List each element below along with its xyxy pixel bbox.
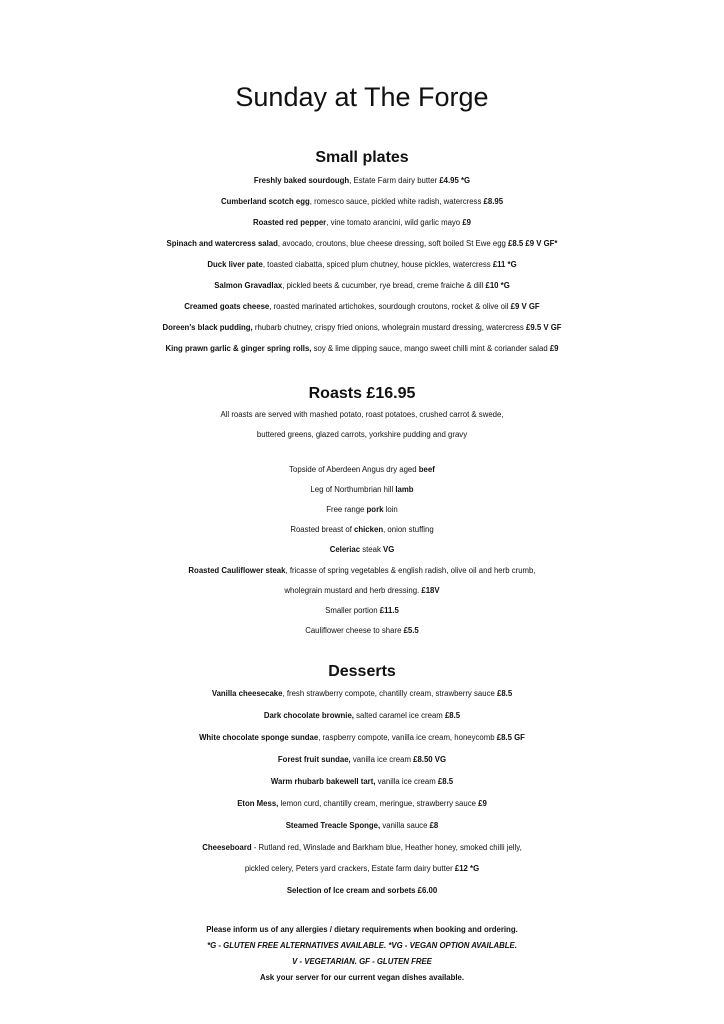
roast-item <box>0 500 724 520</box>
item-name: Vanilla cheesecake <box>211 689 283 698</box>
item-desc: , fresh strawberry compote, chantilly cream, strawberry sauce <box>282 689 497 698</box>
item-price: £4.95 *G <box>439 176 471 185</box>
roast-item <box>0 480 724 500</box>
item-desc: soy & lime dipping sauce, mango sweet chilli mint & coriander salad <box>311 344 550 353</box>
menu-item <box>0 339 724 359</box>
item-desc: , romesco sauce, pickled white radish, watercress <box>309 197 484 206</box>
menu-item <box>0 794 724 814</box>
allergy-note: Please inform us of any allergies / dietary requirements when booking and ordering. <box>206 925 518 934</box>
item-name: King prawn garlic & ginger spring rolls, <box>165 344 312 353</box>
item-desc: , vine tomato arancini, wild garlic mayo <box>326 218 463 227</box>
item-desc: Roasted breast of <box>290 525 355 534</box>
menu-item <box>0 171 724 191</box>
item-name: Roasted red pepper <box>253 218 327 227</box>
item-price: £8.5 <box>496 689 513 698</box>
roast-item-cont <box>0 581 724 601</box>
item-name: Doreen's black pudding, <box>162 323 253 332</box>
menu-item <box>0 213 724 233</box>
item-desc: Leg of Northumbrian hill <box>310 485 396 494</box>
item-name: Dark chocolate brownie, <box>263 711 354 720</box>
roast-item <box>0 561 724 581</box>
roast-item <box>0 460 724 480</box>
item-desc: , pickled beets & cucumber, rye bread, creme fraiche & dill <box>282 281 486 290</box>
item-desc: steak <box>360 545 384 554</box>
item-desc: , onion stuffing <box>383 525 434 534</box>
item-name: Salmon Gravadlax <box>214 281 283 290</box>
menu-item-cont <box>0 859 724 879</box>
small-plates-heading: Small plates <box>315 149 409 166</box>
item-name: Duck liver pate <box>207 260 263 269</box>
roast-item <box>0 601 724 621</box>
item-name: Celeriac <box>329 545 361 554</box>
item-price: £9 <box>478 799 487 808</box>
item-desc: rhubarb chutney, crispy fried onions, wholegrain mustard dressing, watercress <box>252 323 526 332</box>
item-name: Creamed goats cheese <box>184 302 270 311</box>
menu-item <box>0 192 724 212</box>
menu-title: Sunday at The Forge <box>235 82 489 112</box>
item-price: £5.5 <box>403 626 419 635</box>
item-desc: lemon curd, chantilly cream, meringue, strawberry sauce <box>278 799 479 808</box>
desserts-heading: Desserts <box>328 663 396 680</box>
vegan-note: Ask your server for our current vegan dishes available. <box>259 973 465 982</box>
item-desc: , raspberry compote, vanilla ice cream, honeycomb <box>318 733 497 742</box>
item-name: chicken <box>354 525 384 534</box>
item-name: Eton Mess, <box>237 799 279 808</box>
menu-item <box>0 728 724 748</box>
item-price: £9 <box>462 218 471 227</box>
dietary-key: V - VEGETARIAN. GF - GLUTEN FREE <box>292 957 432 966</box>
item-desc: , fricasse of spring vegetables & english radish, olive oil and herb crumb, <box>285 566 536 575</box>
menu-item <box>0 772 724 792</box>
roast-item <box>0 520 724 540</box>
menu-item <box>0 750 724 770</box>
item-name: White chocolate sponge sundae <box>199 733 319 742</box>
item-price: £9 <box>549 344 559 353</box>
item-price: £8.5 <box>437 777 454 786</box>
item-name: pork <box>366 505 384 514</box>
item-desc: loin <box>383 505 398 514</box>
item-desc: , toasted ciabatta, spiced plum chutney, house pickles, watercress <box>262 260 493 269</box>
item-name: Roasted Cauliflower steak <box>188 566 286 575</box>
roast-item <box>0 540 724 560</box>
roasts-intro: All roasts are served with mashed potato, roast potatoes, crushed carrot & swede, <box>220 410 504 419</box>
item-price: £8 <box>429 821 439 830</box>
item-desc: , roasted marinated artichokes, sourdough croutons, rocket & olive oil <box>269 302 511 311</box>
item-price: £8.5 GF <box>496 733 525 742</box>
item-name: Cumberland scotch egg <box>220 197 310 206</box>
item-price: £12 *G <box>454 864 480 873</box>
item-price: £9.5 V GF <box>526 323 562 332</box>
item-desc: vanilla ice cream <box>375 777 438 786</box>
item-price: £11.5 <box>379 606 399 615</box>
item-desc: vanilla sauce <box>380 821 430 830</box>
menu-item <box>0 838 724 858</box>
item-desc: pickled celery, Peters yard crackers, Estate farm dairy butter <box>244 864 455 873</box>
dietary-key: *G - GLUTEN FREE ALTERNATIVES AVAILABLE. *VG - VEGAN OPTION AVAILABLE. <box>207 941 517 950</box>
menu-item <box>0 276 724 296</box>
menu-item <box>0 297 724 317</box>
item-price: £11 *G <box>492 260 517 269</box>
roasts-intro: buttered greens, glazed carrots, yorkshire pudding and gravy <box>256 430 468 439</box>
item-price: £9 V GF <box>510 302 540 311</box>
item-desc: Smaller portion <box>325 606 380 615</box>
menu-item <box>0 234 724 254</box>
item-name: beef <box>418 465 435 474</box>
roasts-heading: Roasts £16.95 <box>308 385 416 402</box>
item-desc: Free range <box>326 505 367 514</box>
item-name: Cheeseboard <box>202 843 252 852</box>
item-name: Freshly baked sourdough <box>253 176 350 185</box>
item-desc: vanilla ice cream <box>350 755 414 764</box>
menu-item <box>0 706 724 726</box>
item-desc: Topside of Aberdeen Angus dry aged <box>289 465 419 474</box>
item-price: £8.5 <box>444 711 461 720</box>
item-price: £18V <box>421 586 440 595</box>
menu-item <box>0 255 724 275</box>
item-name: Warm rhubarb bakewell tart, <box>270 777 376 786</box>
item-desc: , Estate Farm dairy butter <box>349 176 440 185</box>
item-name: Steamed Treacle Sponge, <box>285 821 381 830</box>
item-desc: Cauliflower cheese to share <box>305 626 404 635</box>
item-price: VG <box>383 545 395 554</box>
menu-item: Selection of Ice cream and sorbets £6.00 <box>286 886 438 895</box>
menu-item <box>0 318 724 338</box>
item-desc: , avocado, croutons, blue cheese dressing, soft boiled St Ewe egg <box>277 239 509 248</box>
item-price: £10 *G <box>485 281 510 290</box>
menu-item <box>0 684 724 704</box>
item-desc: salted caramel ice cream <box>353 711 445 720</box>
item-price: £8.95 <box>483 197 504 206</box>
item-name: Spinach and watercress salad <box>166 239 278 248</box>
roast-item <box>0 621 724 641</box>
item-price: £8.50 VG <box>413 755 447 764</box>
item-name: lamb <box>395 485 414 494</box>
item-desc: wholegrain mustard and herb dressing. <box>284 586 422 595</box>
item-price: £8.5 £9 V GF* <box>508 239 558 248</box>
item-desc: - Rutland red, Winslade and Barkham blue, Heather honey, smoked chilli jelly, <box>251 843 522 852</box>
item-name: Forest fruit sundae, <box>277 755 351 764</box>
menu-item <box>0 816 724 836</box>
